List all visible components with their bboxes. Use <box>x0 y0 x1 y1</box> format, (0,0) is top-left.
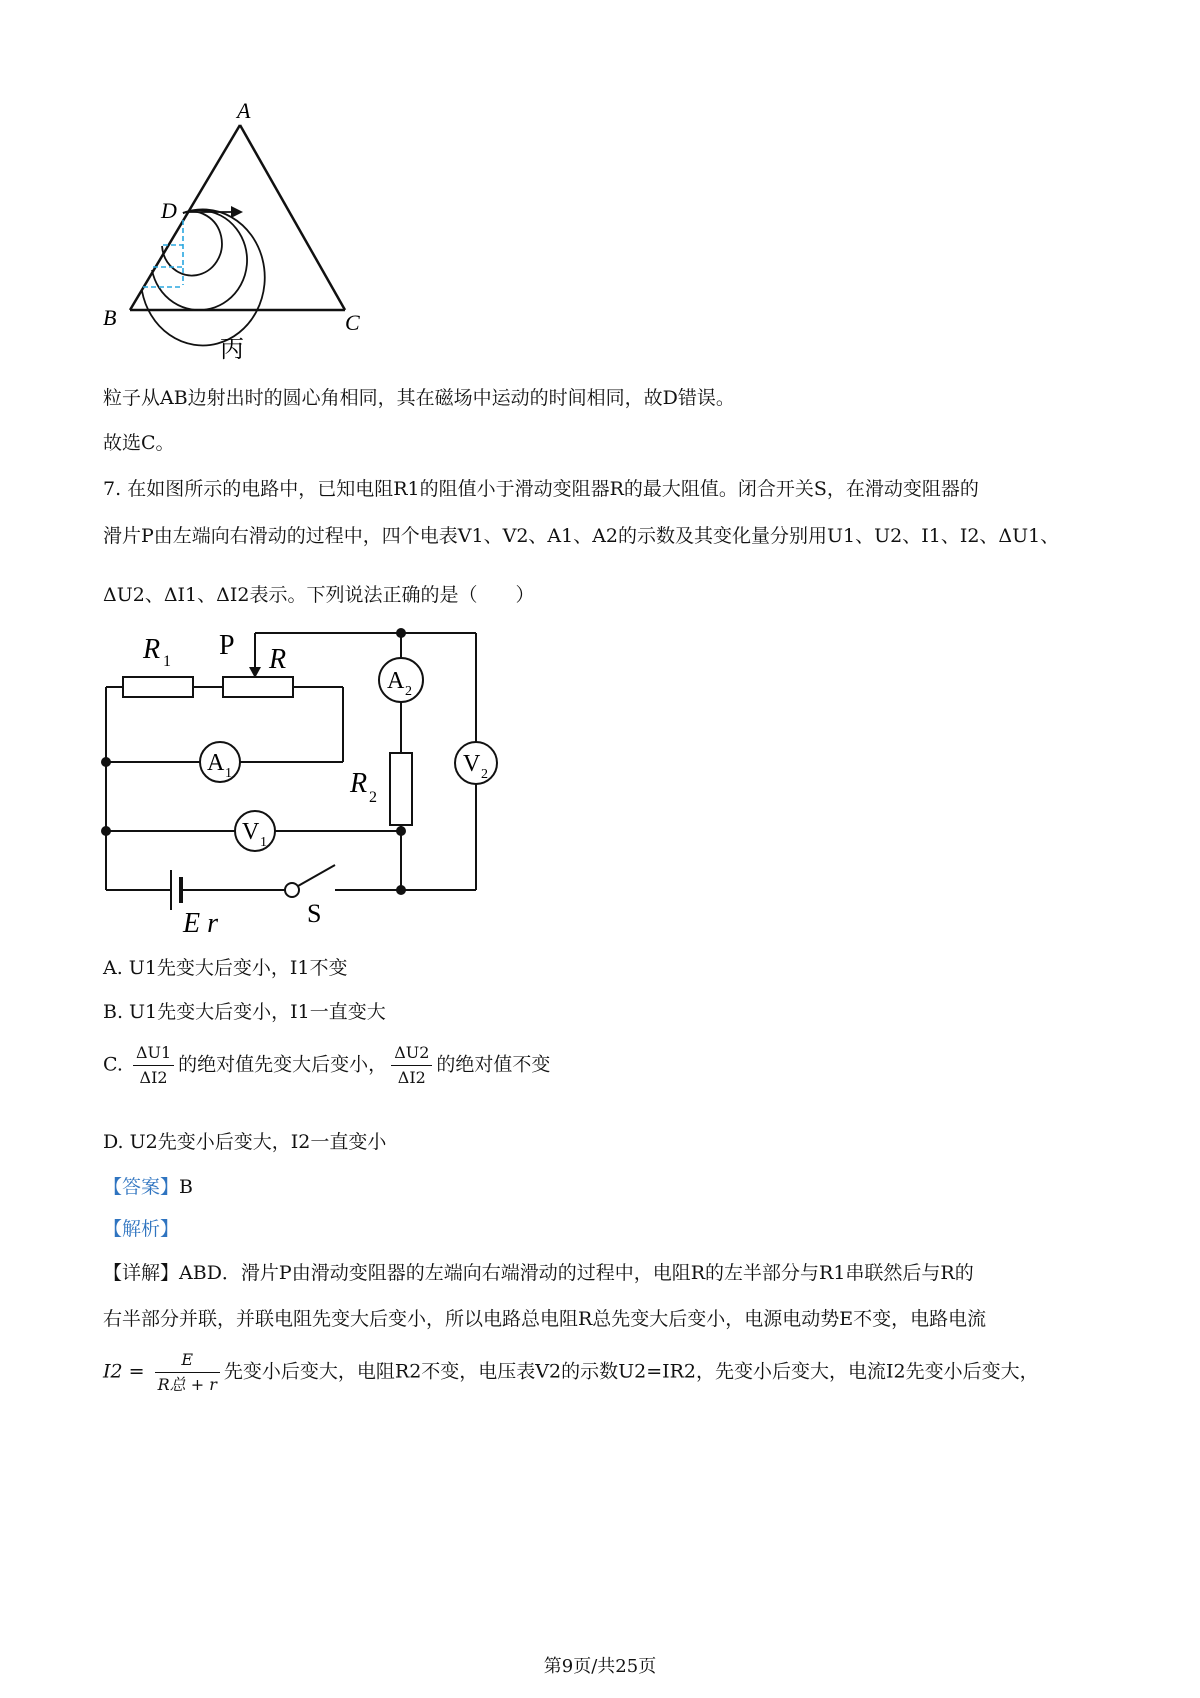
detail-line3: I2 = $\frac{E}{\text{R总 + r}}$ 先变小后变大，电阻R2不变，电压表V2的示数U2=IR2，先变小后变大，电流I2先变小后变大， <box>103 1350 1039 1394</box>
q7-stem-line1: 7. 在如图所示的电路中，已知电阻R1的阻值小于滑动变阻器R的最大阻值。闭合开关S，在滑动变阻器的 <box>103 478 979 500</box>
label-v1: V <box>242 819 260 845</box>
analysis-label: 【解析】 <box>103 1218 180 1240</box>
answer-value: B <box>179 1176 193 1198</box>
q7-stem-line2: 滑片P由左端向右滑动的过程中，四个电表V1、V2、A1、A2的示数及其变化量分别用U1、U2、I1、I2、ΔU1、 <box>103 525 1060 547</box>
page-footer: 第9页/共25页 <box>543 1656 657 1677</box>
fraction-du2-di2: $\frac{\Delta U2}{\Delta I2}$ <box>391 1043 432 1088</box>
vertex-d: D <box>161 198 177 223</box>
label-p: P <box>219 630 235 661</box>
circuit-diagram <box>95 620 515 940</box>
label-a1-sub: 1 <box>225 766 232 781</box>
label-r2: R <box>350 768 368 799</box>
vertex-a: A <box>237 98 251 123</box>
label-er: E r <box>183 908 218 939</box>
label-a1: A <box>207 750 225 776</box>
label-r2-sub: 2 <box>369 789 377 806</box>
line-choose-c: 故选C。 <box>103 432 175 454</box>
equation-lhs: I2 = <box>103 1360 145 1383</box>
option-b: B. U1先变大后变小，I1一直变大 <box>103 1001 386 1023</box>
detail-label: 【详解】 <box>103 1262 180 1284</box>
fraction-e-over-rtotal: $\frac{E}{\text{R总 + r}}$ <box>155 1350 220 1395</box>
label-v1-sub: 1 <box>260 835 267 850</box>
answer-label: 【答案】 <box>103 1176 180 1198</box>
label-v2: V <box>463 751 481 777</box>
line-d-error: 粒子从AB边射出时的圆心角相同，其在磁场中运动的时间相同，故D错误。 <box>103 387 735 409</box>
label-r1-sub: 1 <box>163 653 171 670</box>
detail-line2: 右半部分并联，并联电阻先变大后变小，所以电路总电阻R总先变大后变小，电源电动势E不变，电路电流 <box>103 1308 987 1330</box>
detail-line1: 【详解】ABD．滑片P由滑动变阻器的左端向右端滑动的过程中，电阻R的左半部分与R1串联然后与R的 <box>103 1262 974 1284</box>
label-a2-sub: 2 <box>405 684 412 699</box>
fraction-du1-di2: $\frac{\Delta U1}{\Delta I2}$ <box>133 1043 174 1088</box>
vertex-b: B <box>103 305 117 330</box>
analysis-line <box>103 1214 179 1241</box>
option-d: D. U2先变小后变大，I2一直变小 <box>103 1131 387 1153</box>
figure-caption: 丙 <box>220 337 244 363</box>
question-number: 7. <box>103 478 122 500</box>
q7-stem-line3: ΔU2、ΔI1、ΔI2表示。下列说法正确的是（ ） <box>103 584 535 606</box>
answer-line <box>103 1172 193 1199</box>
label-r1: R <box>143 634 161 665</box>
label-a2: A <box>387 668 405 694</box>
vertex-c: C <box>345 310 360 335</box>
option-c: C. $\frac{\Delta U1}{\Delta I2}$ 的绝对值先变大后变小， $\frac{\Delta U2}{\Delta I2}$ 的绝对值不变 <box>103 1043 551 1087</box>
figure-bing <box>95 95 385 370</box>
option-a: A. U1先变大后变小，I1不变 <box>103 957 348 979</box>
label-r: R <box>269 644 287 675</box>
label-s: S <box>307 899 322 928</box>
label-v2-sub: 2 <box>481 767 488 782</box>
